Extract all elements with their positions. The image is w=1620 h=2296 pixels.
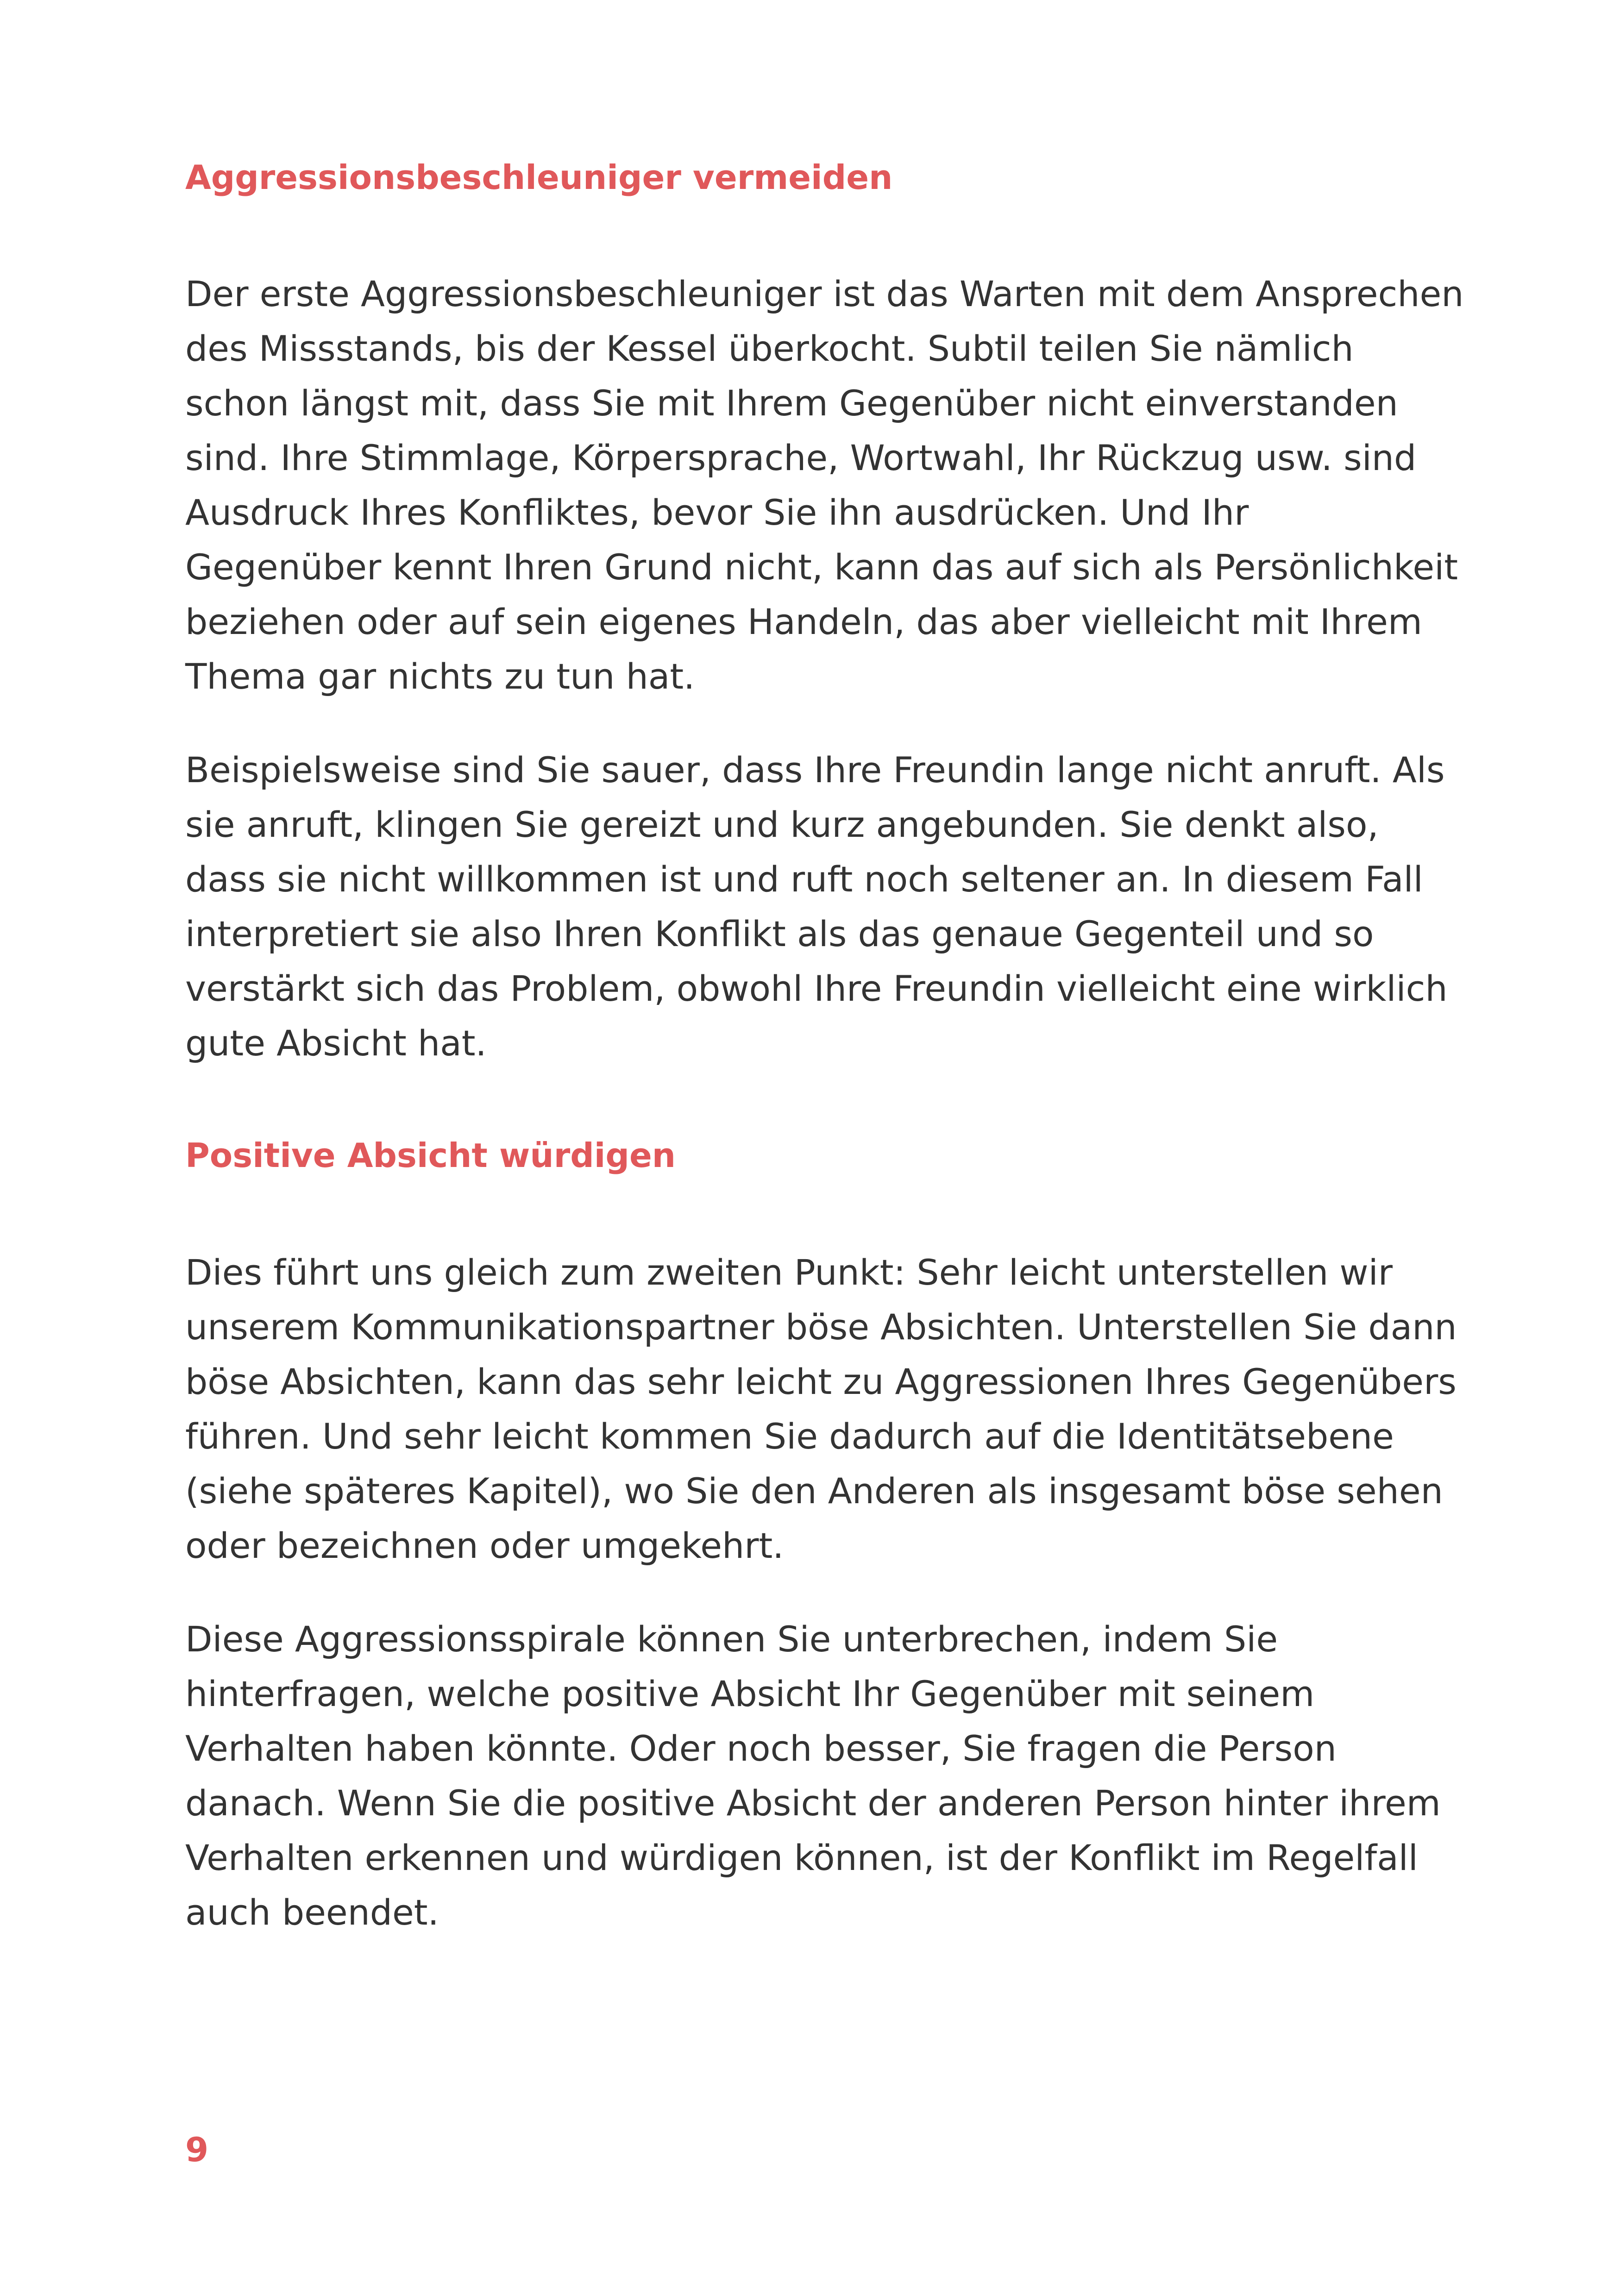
- page-number: 9: [185, 2130, 209, 2169]
- section-heading-aggressionsbeschleuniger: Aggressionsbeschleuniger vermeiden: [185, 158, 893, 197]
- paragraph: Diese Aggressionsspirale können Sie unterbrechen, indem Sie hinterfragen, welche positive Absicht Ihr Gegenüber mit seinem Verhalten haben könnte. Oder noch besser, Sie fragen die Person danach. Wenn Sie die positive Absicht der anderen Person hinter ihrem Verhalten erkennen und würdigen können, ist der Konflikt im Regelfall auch beendet.: [185, 1618, 1441, 1933]
- paragraph: Beispielsweise sind Sie sauer, dass Ihre Freundin lange nicht anruft. Als sie anruft, klingen Sie gereizt und kurz angebunden. Sie denkt also, dass sie nicht willkommen ist und ruft noch seltener an. In diesem Fall interpretiert sie also Ihren Konflikt als das genaue Gegenteil und so verstärkt sich das Problem, obwohl Ihre Freundin vielleicht eine wirklich gute Absicht hat.: [185, 749, 1448, 1064]
- paragraph: Dies führt uns gleich zum zweiten Punkt: Sehr leicht unterstellen wir unserem Kommunikationspartner böse Absichten. Unterstellen Sie dann böse Absichten, kann das sehr leicht zu Aggressionen Ihres Gegenübers führen. Und sehr leicht kommen Sie dadurch auf die Identitätsebene (siehe späteres Kapitel), wo Sie den Anderen als insgesamt böse sehen oder bezeichnen oder umgekehrt.: [185, 1251, 1457, 1566]
- paragraph: Der erste Aggressionsbeschleuniger ist das Warten mit dem Ansprechen des Missstands, bis der Kessel überkocht. Subtil teilen Sie nämlich schon längst mit, dass Sie mit Ihrem Gegenüber nicht einverstanden sind. Ihre Stimmlage, Körpersprache, Wortwahl, Ihr Rückzug usw. sind Ausdruck Ihres Konfliktes, bevor Sie ihn ausdrücken. Und Ihr Gegenüber kennt Ihren Grund nicht, kann das auf sich als Persönlichkeit beziehen oder auf sein eigenes Handeln, das aber vielleicht mit Ihrem Thema gar nichts zu tun hat.: [185, 273, 1464, 697]
- page-content: [185, 157, 1482, 1979]
- section-heading-positive-absicht: Positive Absicht würdigen: [185, 1136, 676, 1175]
